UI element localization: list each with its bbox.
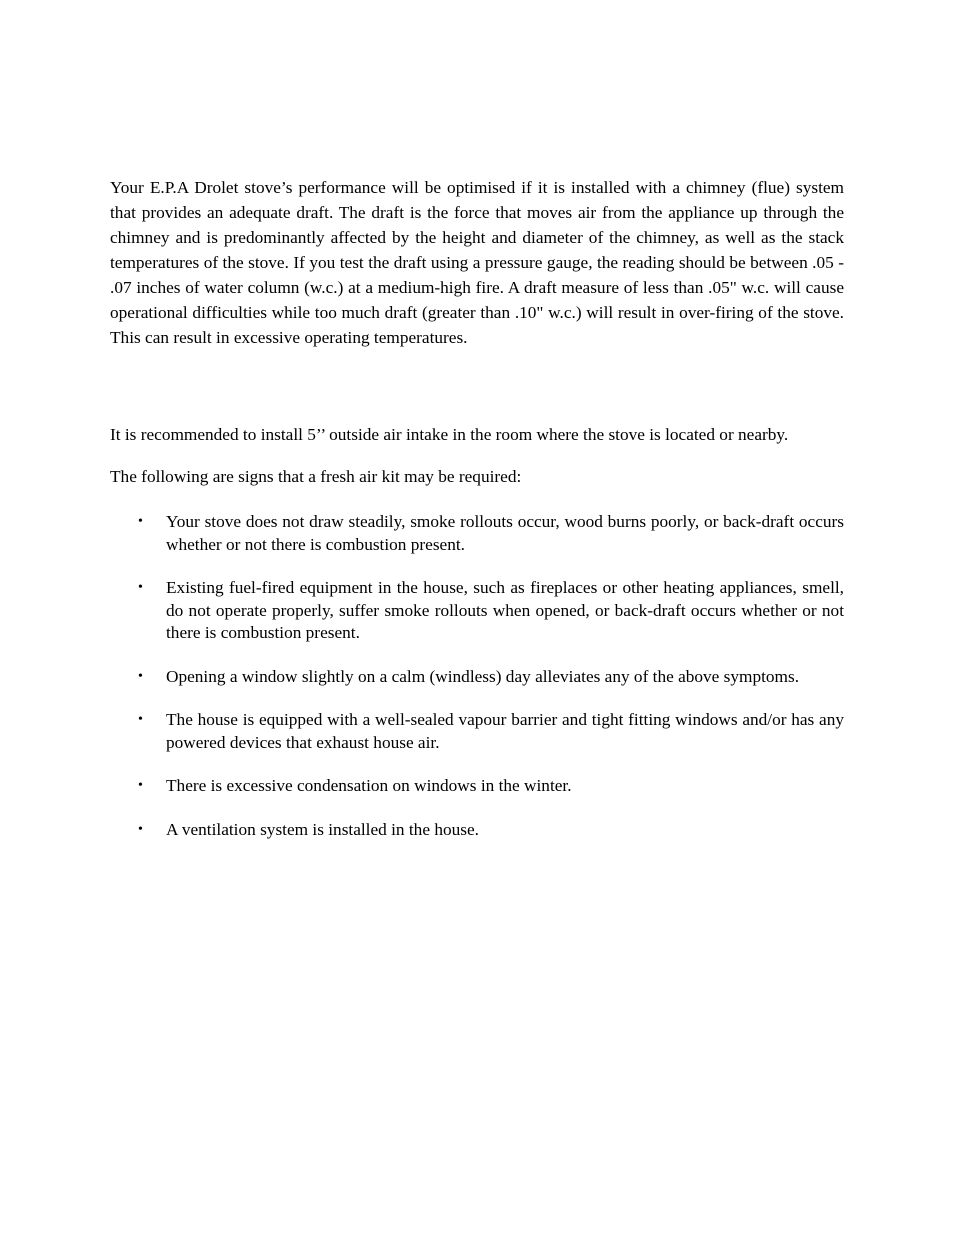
list-item bbox=[110, 666, 844, 689]
list-item bbox=[110, 577, 844, 645]
signs-list bbox=[110, 511, 844, 841]
bullet-icon: • bbox=[138, 778, 143, 793]
list-item bbox=[110, 511, 844, 556]
list-item-text: There is excessive condensation on windows in the winter. bbox=[166, 776, 572, 795]
list-item-text: The house is equipped with a well-sealed vapour barrier and tight fitting windows and/or has any powered devices that exhaust house air. bbox=[166, 710, 844, 752]
bullet-icon: • bbox=[138, 514, 143, 529]
list-item-text: A ventilation system is installed in the house. bbox=[166, 819, 479, 839]
list-item bbox=[110, 775, 844, 798]
signs-intro-paragraph: The following are signs that a fresh air kit may be required: bbox=[110, 467, 522, 486]
list-item-text: Opening a window slightly on a calm (windless) day alleviates any of the above symptoms. bbox=[166, 666, 800, 686]
air-intake-paragraph: It is recommended to install 5’’ outside air intake in the room where the stove is located or nearby. bbox=[110, 425, 789, 444]
bullet-icon: • bbox=[138, 580, 143, 595]
bullet-icon: • bbox=[138, 668, 143, 684]
draft-paragraph: Your E.P.A Drolet stove’s performance will be optimised if it is installed with a chimney (flue) system that provides an adequate draft. The draft is the force that moves air from the appliance up through the chimney and is predominantly affected by the height and diameter of the chimney, as well as the stack temperatures of the stove. If you test the draft using a pressure gauge, the reading should be between .05 - .07 inches of water column (w.c.) at a medium-high fire. A draft measure of less than .05" w.c. will cause operational difficulties while too much draft (greater than .10" w.c.) will result in over-firing of the stove. This can result in excessive operating temperatures. bbox=[110, 178, 844, 347]
bullet-icon: • bbox=[138, 821, 143, 837]
bullet-icon: • bbox=[138, 712, 143, 727]
list-item-text: Existing fuel-fired equipment in the house, such as fireplaces or other heating appliances, smell, do not operate properly, suffer smoke rollouts when opened, or back-draft occurs whether or not there is combustion present. bbox=[166, 578, 844, 642]
list-item-text: Your stove does not draw steadily, smoke rollouts occur, wood burns poorly, or back-draft occurs whether or not there is combustion present. bbox=[166, 512, 844, 554]
list-item bbox=[110, 709, 844, 754]
list-item bbox=[110, 819, 844, 842]
